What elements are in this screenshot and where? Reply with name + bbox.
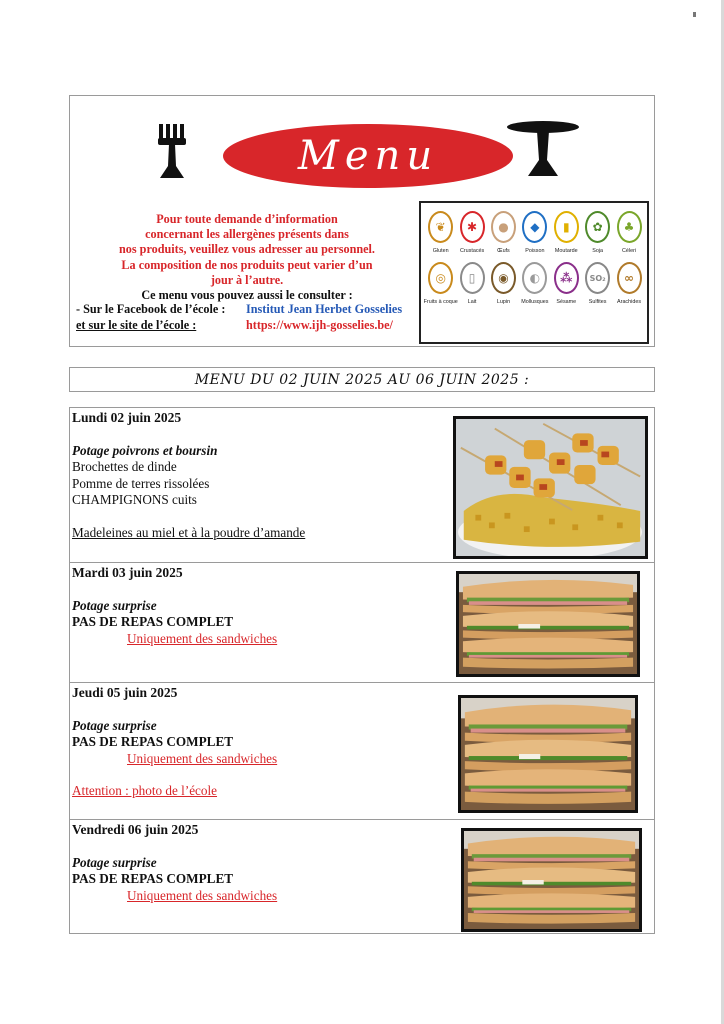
menu-logo (223, 124, 513, 188)
day-date: Lundi 02 juin 2025 (72, 410, 182, 425)
lupin-icon: ◉ (491, 262, 516, 294)
info-line: nos produits, veuillez vous adresser au personnel. (119, 242, 375, 257)
allergen-item (519, 211, 550, 254)
cake-stand-icon (506, 120, 580, 178)
allergen-label: Arachides (617, 299, 642, 305)
allergen-info (76, 212, 418, 303)
day-main: PAS DE REPAS COMPLET (72, 734, 234, 749)
allergen-item (519, 262, 550, 305)
allergen-item (488, 262, 519, 305)
allergen-item (613, 211, 644, 254)
mustard-icon: ▮ (554, 211, 579, 243)
allergen-item (551, 211, 582, 254)
crab-icon: ✱ (460, 211, 485, 243)
day-date: Jeudi 05 juin 2025 (72, 685, 178, 700)
allergen-label: Sulfites (588, 299, 607, 305)
day-main: PAS DE REPAS COMPLET (72, 614, 234, 629)
allergen-chart (419, 201, 649, 344)
day-note: Uniquement des sandwiches (127, 630, 278, 646)
day-dessert: Madeleines au miel et à la poudre d’amande (72, 524, 306, 540)
allergen-label: Crustacés (459, 248, 485, 254)
allergen-label: Soja (592, 248, 604, 254)
allergen-item (551, 262, 582, 305)
allergen-grid (425, 211, 645, 305)
fork-icon (156, 124, 190, 180)
site-label: et sur le site de l’école : (76, 318, 197, 332)
info-line: La composition de nos produits peut varier d’un (121, 257, 373, 272)
info-line: Pour toute demande d’information (156, 212, 338, 226)
wheat-icon: ❦ (428, 211, 453, 243)
menu-header (69, 95, 655, 347)
allergen-item (456, 211, 487, 254)
facebook-link[interactable]: Institut Jean Herbet Gosselies (246, 302, 403, 316)
scan-mark (693, 12, 696, 17)
day-date: Vendredi 06 juin 2025 (72, 822, 199, 837)
allergen-label: Gluten (432, 248, 449, 254)
egg-icon: ● (491, 211, 516, 243)
allergen-label: Lait (467, 299, 477, 305)
allergen-label: Sésame (556, 299, 577, 305)
allergen-label: Moutarde (554, 248, 578, 254)
day-row-jeudi (70, 683, 654, 820)
allergen-item (488, 211, 519, 254)
allergen-item (456, 262, 487, 305)
nut-icon: ◎ (428, 262, 453, 294)
sandwich-photo (458, 695, 638, 813)
allergen-item (425, 211, 456, 254)
day-soup: Potage poivrons et boursin (72, 442, 218, 458)
sandwich-photo (461, 828, 642, 932)
allergen-item (582, 211, 613, 254)
shell-icon: ◐ (522, 262, 547, 294)
peanut-icon: ∞ (617, 262, 642, 294)
sandwich-photo (456, 571, 640, 677)
soy-icon: ✿ (585, 211, 610, 243)
day-date: Mardi 03 juin 2025 (72, 565, 183, 580)
day-row-vendredi (70, 820, 654, 933)
menu-week-title (69, 367, 655, 392)
contact-links (76, 301, 418, 333)
allergen-label: Céleri (621, 248, 637, 254)
day-note: Uniquement des sandwiches (127, 887, 278, 903)
day-attention: Attention : photo de l’école (72, 783, 218, 798)
consult-line: Ce menu vous pouvez aussi le consulter : (141, 288, 353, 303)
menu-logo-text: Menu (297, 133, 439, 179)
facebook-label: - Sur le Facebook de l’école : (76, 302, 226, 316)
allergen-label: Lupin (496, 299, 511, 305)
dish-item: Pomme de terres rissolées (72, 475, 210, 491)
day-soup: Potage surprise (72, 854, 157, 870)
milk-icon: ▯ (460, 262, 485, 294)
allergen-label: Poisson (525, 248, 545, 254)
allergen-label: Mollusques (521, 299, 549, 305)
day-main: PAS DE REPAS COMPLET (72, 871, 234, 886)
day-row-mardi (70, 563, 654, 683)
days-table (69, 407, 655, 934)
allergen-item (425, 262, 456, 305)
sesame-icon: ⁂ (554, 262, 579, 294)
sulfites-icon: SO₂ (585, 262, 610, 294)
day-row-lundi (70, 408, 654, 563)
allergen-item (613, 262, 644, 305)
celery-icon: ♣ (617, 211, 642, 243)
day-soup: Potage surprise (72, 597, 157, 613)
allergen-label: Fruits à coque (423, 299, 458, 305)
allergen-item (582, 262, 613, 305)
day-note: Uniquement des sandwiches (127, 750, 278, 766)
dish-item: CHAMPIGNONS cuits (72, 492, 197, 507)
menu-week-title-text: MENU DU 02 JUIN 2025 AU 06 JUIN 2025 : (194, 371, 530, 388)
info-line: concernant les allergènes présents dans (145, 227, 349, 242)
allergen-label: Œufs (497, 248, 510, 254)
website-link[interactable]: https://www.ijh-gosselies.be/ (246, 318, 393, 332)
info-line: jour à l’autre. (210, 272, 284, 287)
dish-item: Brochettes de dinde (72, 459, 177, 474)
skewers-photo (453, 416, 648, 559)
day-soup: Potage surprise (72, 717, 157, 733)
fish-icon: ◆ (522, 211, 547, 243)
